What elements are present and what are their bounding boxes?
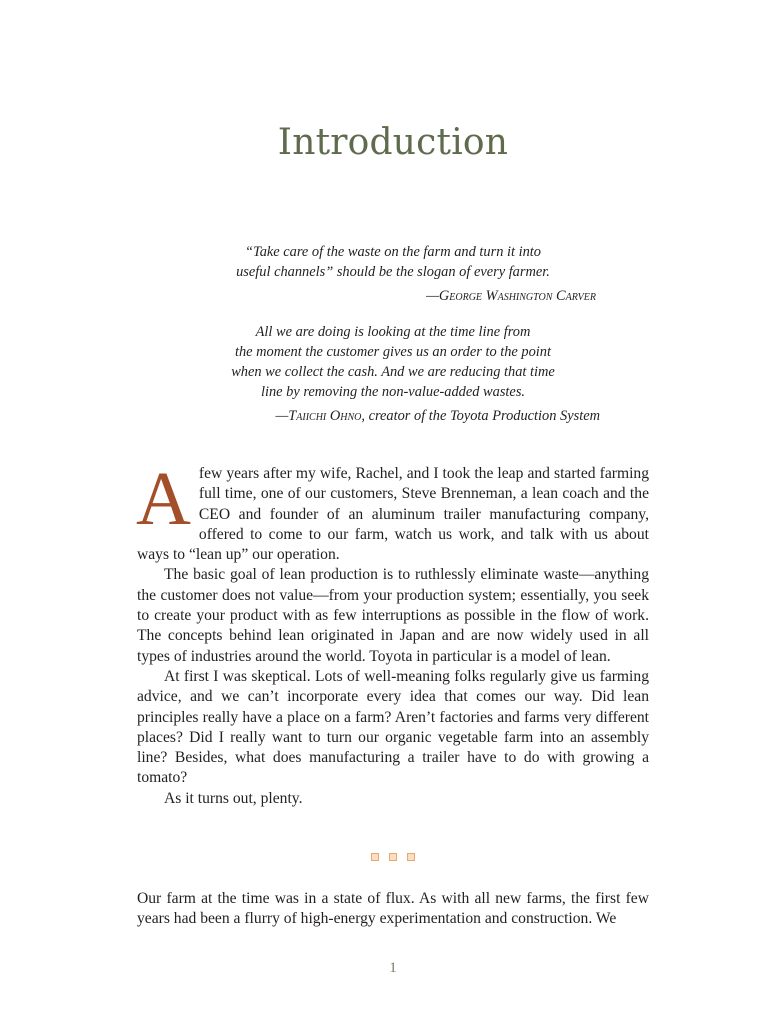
- page-number: 1: [389, 960, 397, 976]
- body-paragraph: Our farm at the time was in a state of flux. As with all new farms, the first few years had been a flurry of high-energy experimentation and construction. We: [137, 890, 649, 928]
- drop-cap: A: [136, 457, 191, 541]
- epigraph-quote: [190, 242, 596, 282]
- attribution-dash: —: [275, 408, 289, 424]
- attribution-dash: —: [426, 288, 439, 304]
- epigraph-quote-line: the moment the customer gives us an order to the point: [234, 344, 551, 360]
- body-section: [137, 889, 649, 930]
- epigraph-quote-line: useful channels” should be the slogan of every farmer.: [236, 264, 550, 280]
- body-paragraph: The basic goal of lean production is to ruthlessly eliminate waste—anything the customer does not value—from your production system; essentially, you seek to create your product with as few interruptions as possible in the flow of work. The concepts behind lean originated in Japan and are now widely used in all types of industries around the world. Toyota in particular is a model of lean.: [137, 566, 649, 665]
- attribution-name: Taiichi Ohno: [288, 408, 362, 424]
- epigraph-quote: [190, 322, 596, 402]
- epigraph: [190, 242, 596, 306]
- attribution-suffix: , creator of the Toyota Production System: [361, 408, 600, 424]
- epigraph-quote-line: “Take care of the waste on the farm and turn it into: [245, 244, 541, 260]
- paragraph-text: few years after my wife, Rachel, and I took the leap and started farming full time, one of our customers, Steve Brenneman, a lean coach and the CEO and founder of an aluminum trailer manufacturing company, offered to come to our farm, watch us work, and talk with us about ways to “lean up” our operation.: [137, 465, 649, 564]
- ornament-square-icon: [371, 853, 379, 861]
- ornament-square-icon: [389, 853, 397, 861]
- ornament-square-icon: [407, 853, 415, 861]
- chapter-title: Introduction: [277, 122, 509, 163]
- epigraph: [190, 322, 600, 426]
- epigraph-quote-line: All we are doing is looking at the time line from: [255, 324, 531, 340]
- section-break-ornament: [0, 853, 768, 864]
- body-paragraph: [136, 457, 649, 565]
- epigraph-quote-line: line by removing the non-value-added wastes.: [260, 384, 526, 400]
- body-section: [136, 457, 649, 809]
- body-paragraph: At first I was skeptical. Lots of well-meaning folks regularly give us farming advice, and we can’t incorporate every idea that comes our way. Did lean principles really have a place on a farm? Aren’t factories and farms very different places? Did I really want to turn our organic vegetable farm into an assembly line? Besides, what does manufacturing a trailer have to do with growing a tomato?: [137, 667, 649, 787]
- body-paragraph: As it turns out, plenty.: [164, 789, 303, 807]
- epigraph-attribution: [190, 406, 600, 426]
- epigraph-attribution: [190, 286, 596, 306]
- attribution-name: George Washington Carver: [438, 288, 596, 304]
- epigraph-quote-line: when we collect the cash. And we are reducing that time: [231, 364, 555, 380]
